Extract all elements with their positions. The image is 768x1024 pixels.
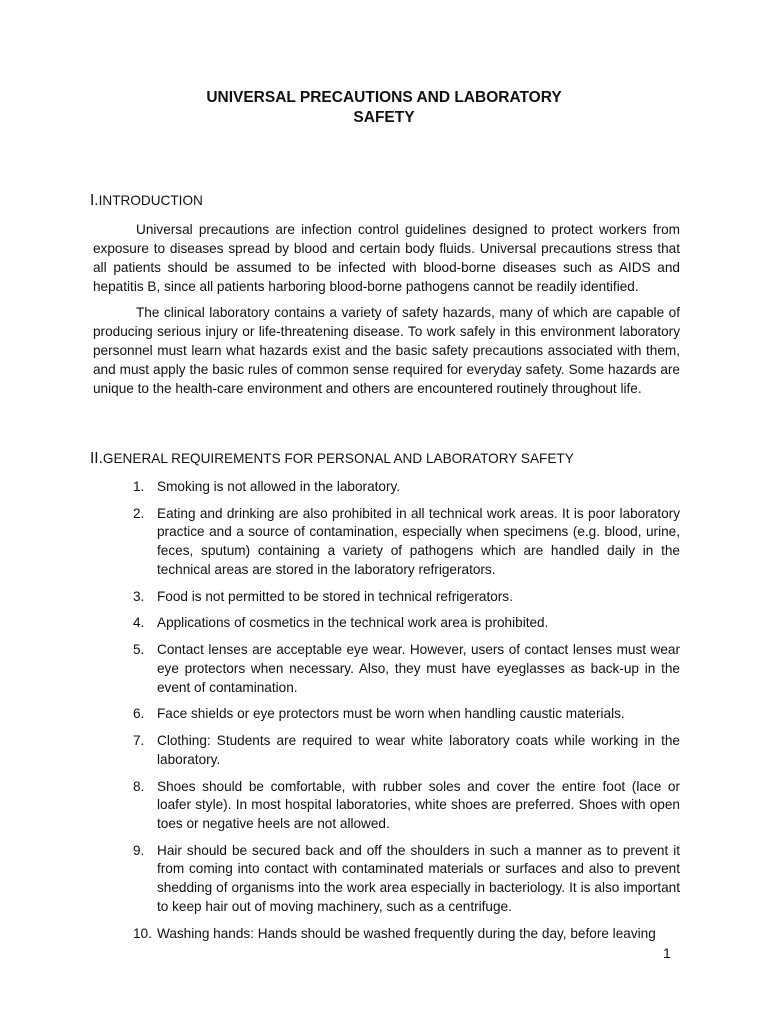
list-item-number: 7. [133,733,145,749]
list-item [130,505,680,579]
list-item-number: 3. [133,588,145,604]
title-line-2: SAFETY [353,109,415,126]
list-item-number: 9. [133,842,145,858]
list-item-text: Applications of cosmetics in the technical work area is prohibited. [157,615,549,631]
list-item-number: 8. [133,778,145,794]
list-item [130,588,680,607]
list-item-number: 6. [133,706,145,722]
requirements-list [130,478,680,951]
list-item-text: Shoes should be comfortable, with rubber soles and cover the entire foot (lace or loafer style). In most hospital laboratories, white shoes are preferred. Shoes with open toes or negative heels are not allowed. [157,778,680,831]
list-item-text: Eating and drinking are also prohibited in all technical work areas. It is poor laboratory practice and a source of contamination, especially when specimens (e.g. blood, urine, feces, sputum) containing a variety of pathogens which are handled daily in the technical areas are stored in the laboratory refrigerators. [157,505,680,577]
list-item-number: 10. [133,925,152,941]
section-heading-general-requirements [90,450,574,468]
list-item-text: Face shields or eye protectors must be worn when handling caustic materials. [157,706,625,722]
intro-paragraph-1: Universal precautions are infection control guidelines designed to protect workers from exposure to diseases spread by blood and certain body fluids. Universal precautions stress that all patients should be assumed to be infected with blood-borne diseases such as AIDS and hepatitis B, since all patients harboring blood-borne pathogens cannot be readily identified. [93,222,680,294]
list-item-number: 4. [133,615,145,631]
list-item [130,732,680,769]
list-item [130,842,680,916]
intro-paragraph-2: The clinical laboratory contains a variety of safety hazards, many of which are capable of producing serious injury or life-threatening disease. To work safely in this environment laboratory personnel must learn what hazards exist and the basic safety precautions associated with them, and must apply the basic rules of common sense required for everyday safety. Some hazards are unique to the health-care environment and others are encountered routinely throughout life. [93,305,680,396]
list-item [130,614,680,633]
list-item-number: 1. [133,479,145,494]
page-number: 1 [663,945,671,961]
list-item [130,641,680,697]
list-item [130,778,680,834]
list-item-number: 2. [133,505,145,521]
section-heading-introduction [90,192,203,210]
list-item-number: 5. [133,642,145,658]
list-item [130,478,680,497]
list-item-text: Washing hands: Hands should be washed frequently during the day, before leaving [157,925,656,941]
list-item-text: Food is not permitted to be stored in technical refrigerators. [157,588,513,604]
section-numeral: I. [90,192,99,209]
section-title: INTRODUCTION [98,193,203,208]
list-item [130,925,680,944]
list-item-text: Smoking is not allowed in the laboratory. [157,479,401,494]
list-item [130,705,680,724]
list-item-text: Contact lenses are acceptable eye wear. However, users of contact lenses must wear eye protectors when necessary. Also, they must have eyeglasses as back-up in the event of contamination. [157,642,680,695]
section-title: GENERAL REQUIREMENTS FOR PERSONAL AND LABORATORY SAFETY [102,451,574,466]
document-title [0,88,768,128]
list-item-text: Hair should be secured back and off the shoulders in such a manner as to prevent it from coming into contact with contaminated materials or surfaces and also to prevent shedding of organisms into the work area especially in bacteriology. It is also important to keep hair out of moving machinery, such as a centrifuge. [157,842,680,914]
title-line-1: UNIVERSAL PRECAUTIONS AND LABORATORY [206,89,562,106]
list-item-text: Clothing: Students are required to wear white laboratory coats while working in the laboratory. [157,733,680,767]
section-numeral: II. [90,450,103,467]
